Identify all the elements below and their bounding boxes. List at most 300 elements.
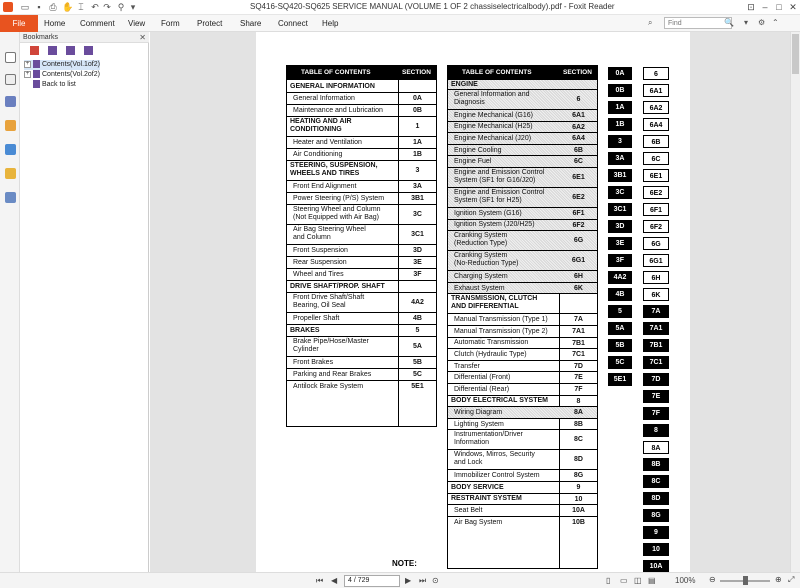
toc-row-label: Front End Alignment <box>293 183 357 190</box>
scroll-thumb[interactable] <box>792 34 799 74</box>
toc-row-section-code: 6G1 <box>571 257 586 265</box>
toc-row-label: Brake Pipe/Hose/Master Cylinder <box>293 338 369 353</box>
toc-row-section-code: 6E1 <box>572 174 585 181</box>
toc-row[interactable] <box>448 79 597 89</box>
toc-row-label: Rear Suspension <box>293 259 347 266</box>
toc-row[interactable] <box>448 504 597 516</box>
toc-row[interactable] <box>448 429 597 449</box>
toc-row-section-code: 6F1 <box>572 210 585 217</box>
bookmark-back-to-list[interactable] <box>33 80 76 90</box>
toc-row-label: Air Bag Steering Wheel and Column <box>293 226 366 241</box>
toc-row-section-code: 7D <box>574 362 583 370</box>
toc-row-label: Air Bag System <box>454 518 503 526</box>
toc-row-section-code: 5E1 <box>411 383 424 390</box>
section-tab[interactable]: 7A <box>643 305 669 318</box>
stamp-icon[interactable]: ⚲ <box>117 2 125 12</box>
toc-row-label: Charging System <box>454 272 508 280</box>
toc-table-left <box>286 65 437 427</box>
tab-protect[interactable]: Protect <box>197 19 223 28</box>
toc-row[interactable] <box>287 292 436 312</box>
search-options-icon[interactable]: ⌕ <box>648 18 653 27</box>
toc-header-section: SECTION <box>402 69 431 76</box>
toc-row-section-code: 6B <box>574 146 583 154</box>
toc-row-section-code: 6 <box>576 96 581 103</box>
toc-row[interactable] <box>287 268 436 280</box>
toc-row-section-code: 8G <box>573 472 584 480</box>
toc-row[interactable] <box>287 336 436 356</box>
bookmarks-header <box>20 32 149 43</box>
section-tab[interactable]: 10 <box>643 543 669 556</box>
toc-row-label: Front Drive Shaft/Shaft Bearing, Oil Seal <box>293 294 365 309</box>
toc-row-label: BRAKES <box>290 327 320 334</box>
toc-row-section-code: 1A <box>413 139 422 146</box>
tab-share[interactable]: Share <box>240 19 262 28</box>
toc-row-section-code: 7A <box>574 316 583 324</box>
section-tab[interactable]: 7D <box>643 373 669 386</box>
toc-row[interactable] <box>448 270 597 282</box>
toc-header <box>448 66 598 79</box>
toc-header <box>287 66 437 79</box>
toc-row[interactable] <box>448 230 597 250</box>
toc-row-label: HEATING AND AIR CONDITIONING <box>290 118 352 133</box>
section-tab[interactable]: 8G <box>643 509 669 522</box>
section-tab[interactable]: 10A <box>643 560 669 573</box>
section-tab[interactable]: 1A <box>608 101 632 114</box>
toc-row-section-code: 7A1 <box>572 328 585 335</box>
pdf-page <box>256 32 690 572</box>
toc-row-section-code: 5B <box>413 359 422 366</box>
toc-row-label: Engine and Emission Control System (SF1 for G16/J20) <box>454 169 545 184</box>
toc-row[interactable] <box>287 380 436 392</box>
find-options-icon[interactable]: ▾ <box>744 18 749 27</box>
toc-row[interactable] <box>287 79 436 92</box>
toc-row-label: Lighting System <box>454 420 504 428</box>
toc-row[interactable] <box>287 160 436 180</box>
toc-row-section-code: 8A <box>574 409 583 417</box>
collapse-ribbon-icon[interactable]: ⌃ <box>772 18 779 27</box>
toc-row[interactable] <box>448 155 597 167</box>
toc-row[interactable] <box>448 469 597 481</box>
section-tab[interactable]: 6A1 <box>643 84 669 97</box>
section-tab[interactable]: 7E <box>643 390 669 403</box>
add-child-bookmark-icon[interactable] <box>66 46 75 55</box>
toc-row-label: Air Conditioning <box>293 151 343 158</box>
toc-row[interactable] <box>287 204 436 224</box>
toc-row-label: Ignition System (J20/H25) <box>454 221 535 229</box>
toc-row-label: Seat Belt <box>454 506 483 514</box>
new-bookmark-icon[interactable] <box>48 46 57 55</box>
bookmark-contents-vol1[interactable] <box>24 60 100 70</box>
toc-row[interactable] <box>287 224 436 244</box>
bookmarks-title: Bookmarks <box>23 34 59 41</box>
toc-row-label: BODY SERVICE <box>451 483 504 491</box>
tab-home[interactable]: Home <box>44 19 66 28</box>
toc-row-section-code: 3C <box>413 211 422 218</box>
toc-row-label: Steering Wheel and Column (Not Equipped with Air Bag) <box>293 206 381 221</box>
toc-row[interactable] <box>448 406 597 418</box>
toc-row-section-code: 5 <box>415 327 420 334</box>
toc-row-section-code: 7C1 <box>572 351 585 359</box>
toc-row[interactable] <box>287 92 436 104</box>
section-tab[interactable]: 8C <box>643 475 669 488</box>
toc-row[interactable] <box>287 356 436 368</box>
bookmark-label: Contents(Vol.1of2) <box>42 61 100 68</box>
continuous-view-icon[interactable]: ▭ <box>620 576 628 585</box>
toc-row[interactable] <box>287 368 436 380</box>
toc-row[interactable] <box>448 383 597 395</box>
toc-row-label: Immobilizer Control System <box>454 472 540 480</box>
search-icon[interactable]: 🔍 <box>724 18 734 27</box>
toc-row-section-code: 6A2 <box>572 123 585 131</box>
section-tab[interactable]: 0B <box>608 84 632 97</box>
toc-row[interactable] <box>448 167 597 187</box>
title-bar <box>0 0 800 15</box>
toc-row[interactable] <box>287 180 436 192</box>
toc-row-section-code: 6F2 <box>572 221 585 229</box>
toc-row-section-code: 4B <box>413 315 422 322</box>
toc-header-section: SECTION <box>563 69 592 76</box>
bookmark-icon <box>33 60 40 68</box>
toc-row-label: GENERAL INFORMATION <box>290 82 375 90</box>
toc-row[interactable] <box>448 395 597 407</box>
toc-row[interactable] <box>448 371 597 383</box>
section-tab[interactable]: 8B <box>643 458 669 471</box>
toc-row[interactable] <box>448 360 597 372</box>
window-title: SQ416-SQ420-SQ625 SERVICE MANUAL (VOLUME 1 OF 2 chassiselectricalbody).pdf - Foxit Reader <box>250 2 615 11</box>
toc-row[interactable] <box>448 337 597 349</box>
zoom-out-icon[interactable]: ⊖ <box>709 575 716 584</box>
zoom-level[interactable]: 100% <box>675 576 696 585</box>
toc-row-label: Antilock Brake System <box>293 383 364 390</box>
toc-row[interactable] <box>448 282 597 294</box>
settings-icon[interactable]: ⚙ <box>758 18 766 27</box>
comments-panel-icon[interactable] <box>5 120 16 131</box>
toc-row[interactable] <box>448 418 597 430</box>
navigation-panel-rail <box>0 32 20 588</box>
toc-row-section-code: 7B1 <box>572 339 585 347</box>
toc-row[interactable] <box>287 104 436 116</box>
section-tab[interactable]: 6H <box>643 271 669 284</box>
toc-row-section-code: 5A <box>413 343 422 350</box>
section-tab[interactable]: 6A2 <box>643 101 669 114</box>
maximize-button[interactable]: □ <box>776 2 782 12</box>
section-tab[interactable]: 6C <box>643 152 669 165</box>
section-tab[interactable]: 4A2 <box>608 271 632 284</box>
zoom-slider-handle[interactable] <box>743 576 748 585</box>
section-tab[interactable]: 6G <box>643 237 669 250</box>
note-label: NOTE: <box>392 559 417 568</box>
toc-row[interactable] <box>287 148 436 160</box>
bookmarks-panel <box>20 32 149 588</box>
expand-icon[interactable]: + <box>25 60 30 67</box>
toc-row-section-code: 3E <box>413 259 422 266</box>
toc-row-section-code: 0B <box>413 107 422 114</box>
toc-row[interactable] <box>287 136 436 148</box>
toc-header-title: TABLE OF CONTENTS <box>462 69 532 76</box>
section-tab[interactable]: 3C1 <box>608 203 632 216</box>
toc-row-section-code: 6E2 <box>572 194 585 201</box>
bookmark-icon <box>33 80 40 88</box>
toc-row-section-code: 10A <box>572 507 585 515</box>
toc-row-section-code: 3A <box>413 183 422 190</box>
toc-row-section-code: 9 <box>576 484 581 491</box>
toc-row[interactable] <box>448 121 597 133</box>
section-tab[interactable]: 6F2 <box>643 220 669 233</box>
toc-row[interactable] <box>448 348 597 360</box>
bookmarks-toolbar <box>20 44 149 58</box>
toc-row[interactable] <box>448 207 597 219</box>
toc-row-section-code: 6A1 <box>572 112 585 119</box>
toc-row[interactable] <box>448 516 597 528</box>
toc-row-label: BODY ELECTRICAL SYSTEM <box>451 397 548 405</box>
toc-row-label: Heater and Ventilation <box>293 139 362 146</box>
toc-row-label: General Information <box>293 95 355 102</box>
toc-row-section-code: 4A2 <box>411 299 424 306</box>
toc-row-section-code: 6G <box>573 237 584 245</box>
toc-row[interactable] <box>287 116 436 136</box>
toc-row[interactable] <box>287 192 436 204</box>
section-tab[interactable]: 7F <box>643 407 669 420</box>
tab-view[interactable]: View <box>128 19 146 28</box>
toc-row-section-code: 3C1 <box>411 231 424 238</box>
tab-form[interactable]: Form <box>161 19 180 28</box>
section-tab[interactable]: 0A <box>608 67 632 80</box>
section-tab[interactable]: 6A4 <box>643 118 669 131</box>
single-page-view-icon[interactable]: ▯ <box>606 576 611 585</box>
toc-row-section-code: 6K <box>574 284 583 292</box>
section-tab[interactable]: 5 <box>608 305 632 318</box>
toc-row-label: Power Steering (P/S) System <box>293 195 385 202</box>
section-tab[interactable]: 3F <box>608 254 632 267</box>
section-tab[interactable]: 8A <box>643 441 669 454</box>
toc-row-label: Front Brakes <box>293 359 334 366</box>
section-tab[interactable]: 9 <box>643 526 669 539</box>
toc-row[interactable] <box>448 132 597 144</box>
toc-row[interactable] <box>448 493 597 505</box>
toc-row-label: Engine Cooling <box>454 146 502 154</box>
toc-row-label: Maintenance and Lubrication <box>293 107 383 114</box>
toc-row[interactable] <box>448 449 597 469</box>
toc-table-right <box>447 65 598 569</box>
section-tab[interactable]: 7A1 <box>643 322 669 335</box>
section-tab[interactable]: 8 <box>643 424 669 437</box>
toc-row-section-code: 1B <box>413 151 422 158</box>
section-tab[interactable]: 6K <box>643 288 669 301</box>
hand-tool-icon[interactable]: ✋ <box>62 2 74 12</box>
section-tab[interactable]: 6F1 <box>643 203 669 216</box>
toc-row[interactable] <box>448 144 597 156</box>
section-tab[interactable]: 5C <box>608 356 632 369</box>
status-bar <box>0 572 800 588</box>
toc-row-label: Cranking System (No-Reduction Type) <box>454 252 519 267</box>
open-icon[interactable]: ▭ <box>20 2 30 12</box>
toc-row-section-code: 3D <box>413 247 422 254</box>
toc-row-section-code: 8B <box>574 420 583 428</box>
toc-row-section-code: 7E <box>574 374 583 382</box>
toc-row[interactable] <box>287 324 436 336</box>
delete-bookmark-icon[interactable] <box>84 46 93 55</box>
toc-row-label: Engine Mechanical (H25) <box>454 123 533 131</box>
toc-row[interactable] <box>448 313 597 325</box>
section-tab[interactable]: 5B <box>608 339 632 352</box>
print-icon[interactable]: ⎙ <box>49 2 57 12</box>
redo-icon[interactable]: ↷ <box>103 2 111 12</box>
toc-row-label: Engine Mechanical (G16) <box>454 111 533 119</box>
toc-row-label: TRANSMISSION, CLUTCH AND DIFFERENTIAL <box>451 295 538 310</box>
toc-row-section-code: 3B1 <box>411 195 424 202</box>
section-tab[interactable]: 1B <box>608 118 632 131</box>
first-page-icon[interactable]: ⏮ <box>316 576 324 585</box>
section-tab[interactable]: 3C <box>608 186 632 199</box>
section-tab[interactable]: 3 <box>608 135 632 148</box>
toc-row-section-code: 3F <box>413 271 422 278</box>
toc-row-section-code: 7F <box>574 386 583 393</box>
section-tab[interactable]: 3B1 <box>608 169 632 182</box>
toc-row-label: Parking and Rear Brakes <box>293 371 372 378</box>
ribbon-tabs <box>0 15 800 32</box>
toc-row-label: Exhaust System <box>454 284 505 292</box>
customize-quick-access-icon[interactable]: ▾ <box>130 2 136 12</box>
toc-row-section-code: 8C <box>574 436 583 444</box>
toc-row[interactable] <box>448 187 597 207</box>
toc-row-section-code <box>560 294 597 314</box>
toc-row-section-code: 8 <box>576 397 581 405</box>
tab-help[interactable]: Help <box>322 19 339 28</box>
bookmark-label: Contents(Vol.2of2) <box>42 71 100 78</box>
toc-row-section-code: 3 <box>415 167 420 174</box>
toc-row[interactable] <box>287 256 436 268</box>
toc-row-label: ENGINE <box>451 81 478 88</box>
toc-row-label: Windows, Mirros, Security and Lock <box>454 451 535 466</box>
security-panel-icon[interactable] <box>5 168 16 179</box>
toc-row-label: Wiring Diagram <box>454 408 503 416</box>
toc-row-section-code: 1 <box>415 123 420 130</box>
toc-row-label: Clutch (Hydraulic Type) <box>454 350 527 358</box>
bookmark-label: Back to list <box>42 81 76 88</box>
tab-file[interactable]: File <box>0 15 38 32</box>
section-tab[interactable]: 6B <box>643 135 669 148</box>
foxit-logo-icon <box>3 2 13 12</box>
toc-row-label: Wheel and Tires <box>293 271 344 278</box>
toc-row-section-code: 10 <box>574 495 583 503</box>
toc-row-label: Cranking System (Reduction Type) <box>454 232 508 247</box>
toc-row-label: Differential (Rear) <box>454 385 510 393</box>
section-tab[interactable]: 5A <box>608 322 632 335</box>
page-options-icon[interactable]: ⊙ <box>432 576 439 585</box>
signature-panel-icon[interactable] <box>5 192 16 203</box>
toc-row[interactable] <box>448 481 597 493</box>
undo-icon[interactable]: ↶ <box>91 2 99 12</box>
ribbon-display-icon[interactable]: ⊡ <box>747 2 755 12</box>
pages-panel-icon[interactable] <box>5 74 16 85</box>
toc-row-label: Manual Transmission (Type 1) <box>454 316 548 324</box>
section-tab[interactable]: 5E1 <box>608 373 632 386</box>
toc-row[interactable] <box>448 109 597 121</box>
toc-row-label: Propeller Shaft <box>293 315 340 322</box>
toc-row-label: Transfer <box>454 362 480 370</box>
bookmarks-panel-icon[interactable] <box>5 52 16 63</box>
toc-row[interactable] <box>448 293 597 313</box>
toc-row-label: STEERING, SUSPENSION, WHEELS AND TIRES <box>290 162 378 177</box>
toc-row[interactable] <box>287 244 436 256</box>
section-tab[interactable]: 7C1 <box>643 356 669 369</box>
bookmark-icon <box>33 70 40 78</box>
toc-row-label: Differential (Front) <box>454 374 511 382</box>
vertical-scrollbar[interactable] <box>790 32 800 572</box>
expand-bookmark-icon[interactable] <box>30 46 39 55</box>
tab-comment[interactable]: Comment <box>80 19 115 28</box>
toc-row-label: Front Suspension <box>293 247 348 254</box>
section-tab[interactable]: 7B1 <box>643 339 669 352</box>
layers-panel-icon[interactable] <box>5 96 16 107</box>
section-tab[interactable]: 6E2 <box>643 186 669 199</box>
toc-row-label: Instrumentation/Driver Information <box>454 431 523 446</box>
toc-row-section-code: 10B <box>572 518 585 526</box>
toc-row-section-code: 6A4 <box>572 135 585 143</box>
next-page-icon[interactable]: ▶ <box>405 576 412 585</box>
section-tab[interactable]: 3A <box>608 152 632 165</box>
toc-header-title: TABLE OF CONTENTS <box>301 69 371 76</box>
section-tab[interactable]: 6 <box>643 67 669 80</box>
bookmark-contents-vol2[interactable] <box>24 70 100 80</box>
expand-icon[interactable]: + <box>25 70 30 77</box>
section-tab[interactable]: 4B <box>608 288 632 301</box>
toc-row-section-code: 0A <box>413 95 422 102</box>
section-tab[interactable]: 3E <box>608 237 632 250</box>
toc-row-label: Engine and Emission Control System (SF1 for H25) <box>454 189 545 204</box>
expand-icon[interactable]: ⤢ <box>788 575 795 584</box>
toc-row[interactable] <box>448 325 597 337</box>
section-tab[interactable]: 8D <box>643 492 669 505</box>
minimize-button[interactable]: – <box>762 2 768 12</box>
toc-row[interactable] <box>448 219 597 231</box>
section-tab[interactable]: 3D <box>608 220 632 233</box>
toc-row-label: DRIVE SHAFT/PROP. SHAFT <box>290 283 385 290</box>
previous-page-icon[interactable]: ◀ <box>331 576 338 585</box>
document-viewer[interactable] <box>150 32 800 572</box>
zoom-in-icon[interactable]: ⊕ <box>775 575 782 584</box>
close-button[interactable]: ✕ <box>789 2 797 12</box>
last-page-icon[interactable]: ⏭ <box>419 576 427 585</box>
section-tab[interactable]: 6G1 <box>643 254 669 267</box>
toc-row-label: RESTRAINT SYSTEM <box>451 495 522 503</box>
toc-row-section-code: 6C <box>574 158 583 166</box>
toc-row-section-code: 5C <box>413 371 422 378</box>
facing-view-icon[interactable]: ◫ <box>634 576 642 585</box>
toc-row[interactable] <box>448 250 597 270</box>
select-icon[interactable]: ⌶ <box>78 2 84 12</box>
continuous-facing-view-icon[interactable]: ▤ <box>648 576 656 585</box>
toc-row-label: Ignition System (G16) <box>454 209 522 217</box>
toc-row-section-code: 8D <box>574 456 583 464</box>
toc-row-label: Engine Mechanical (J20) <box>454 134 532 142</box>
toc-row-label: Manual Transmission (Type 2) <box>454 327 548 335</box>
toc-row-label: Engine Fuel <box>454 158 492 166</box>
toc-row[interactable] <box>287 312 436 324</box>
close-panel-icon[interactable]: ✕ <box>139 33 146 42</box>
attachments-panel-icon[interactable] <box>5 144 16 155</box>
tab-connect[interactable]: Connect <box>278 19 308 28</box>
page-number-input[interactable]: 4 / 729 <box>344 575 400 587</box>
section-tab[interactable]: 6E1 <box>643 169 669 182</box>
toc-row-label: General Information and Diagnosis <box>454 91 530 106</box>
save-icon[interactable]: ▪ <box>37 2 41 12</box>
toc-row[interactable] <box>448 89 597 109</box>
find-input[interactable]: Find <box>664 17 732 29</box>
toc-row-label: Automatic Transmission <box>454 339 529 347</box>
toc-row-section-code: 6H <box>574 273 583 281</box>
toc-row[interactable] <box>287 280 436 292</box>
